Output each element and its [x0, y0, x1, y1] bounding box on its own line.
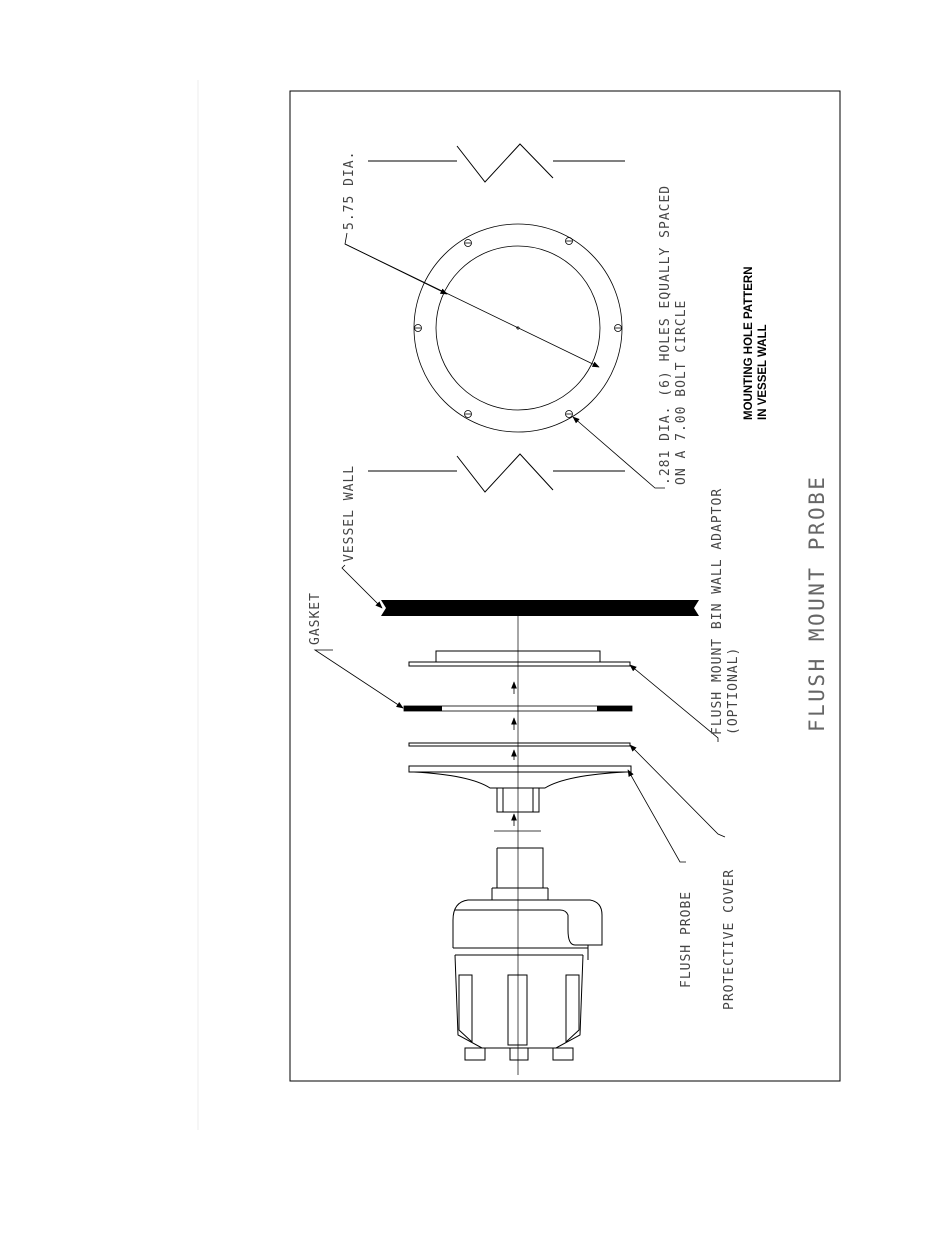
- exploded-assembly: [315, 565, 725, 1075]
- bolt-hole: [566, 238, 573, 245]
- gasket-label: GASKET: [308, 592, 323, 645]
- flush-probe-face: [409, 766, 631, 812]
- adaptor-label-line1: FLUSH MOUNT BIN WALL ADAPTOR: [710, 487, 725, 735]
- motion-arrows: [494, 682, 541, 831]
- flush-probe-leader: [628, 770, 686, 862]
- bolt-hole: [615, 325, 622, 332]
- diameter-label: 5.75 DIA.: [342, 150, 357, 230]
- protective-cover-leader: [630, 745, 725, 837]
- vessel-wall-break-bottom: [368, 454, 625, 492]
- drawing-border: [290, 91, 840, 1081]
- pattern-label-line2: IN VESSEL WALL: [757, 324, 769, 420]
- hole-leader: [573, 417, 665, 488]
- vessel-wall: [381, 600, 699, 616]
- adaptor-leader: [630, 665, 718, 742]
- bolt-hole: [415, 325, 422, 332]
- adaptor-label-line2: (OPTIONAL): [726, 646, 741, 735]
- flush-probe-body: [453, 848, 602, 1060]
- bin-wall-adaptor: [409, 651, 630, 666]
- protective-cover-label: PROTECTIVE COVER: [722, 868, 737, 1010]
- diagram-title: FLUSH MOUNT PROBE: [805, 474, 829, 732]
- bolt-hole: [465, 240, 472, 247]
- vessel-wall-leader: [342, 565, 382, 608]
- pattern-label-line1: MOUNTING HOLE PATTERN: [743, 266, 755, 420]
- vessel-wall-label: VESSEL WALL: [342, 464, 357, 562]
- gasket-leader: [315, 650, 403, 708]
- flush-probe-label: FLUSH PROBE: [679, 890, 694, 988]
- holes-label-line1: .281 DIA. (6) HOLES EQUALLY SPACED: [658, 184, 673, 485]
- diameter-leader: [345, 233, 599, 367]
- mounting-hole-pattern: [345, 144, 665, 492]
- protective-cover: [409, 743, 630, 746]
- bolt-hole: [465, 411, 472, 418]
- bolt-hole: [566, 411, 573, 418]
- holes-label-line2: ON A 7.00 BOLT CIRCLE: [674, 299, 689, 485]
- vessel-wall-break-top: [368, 144, 625, 182]
